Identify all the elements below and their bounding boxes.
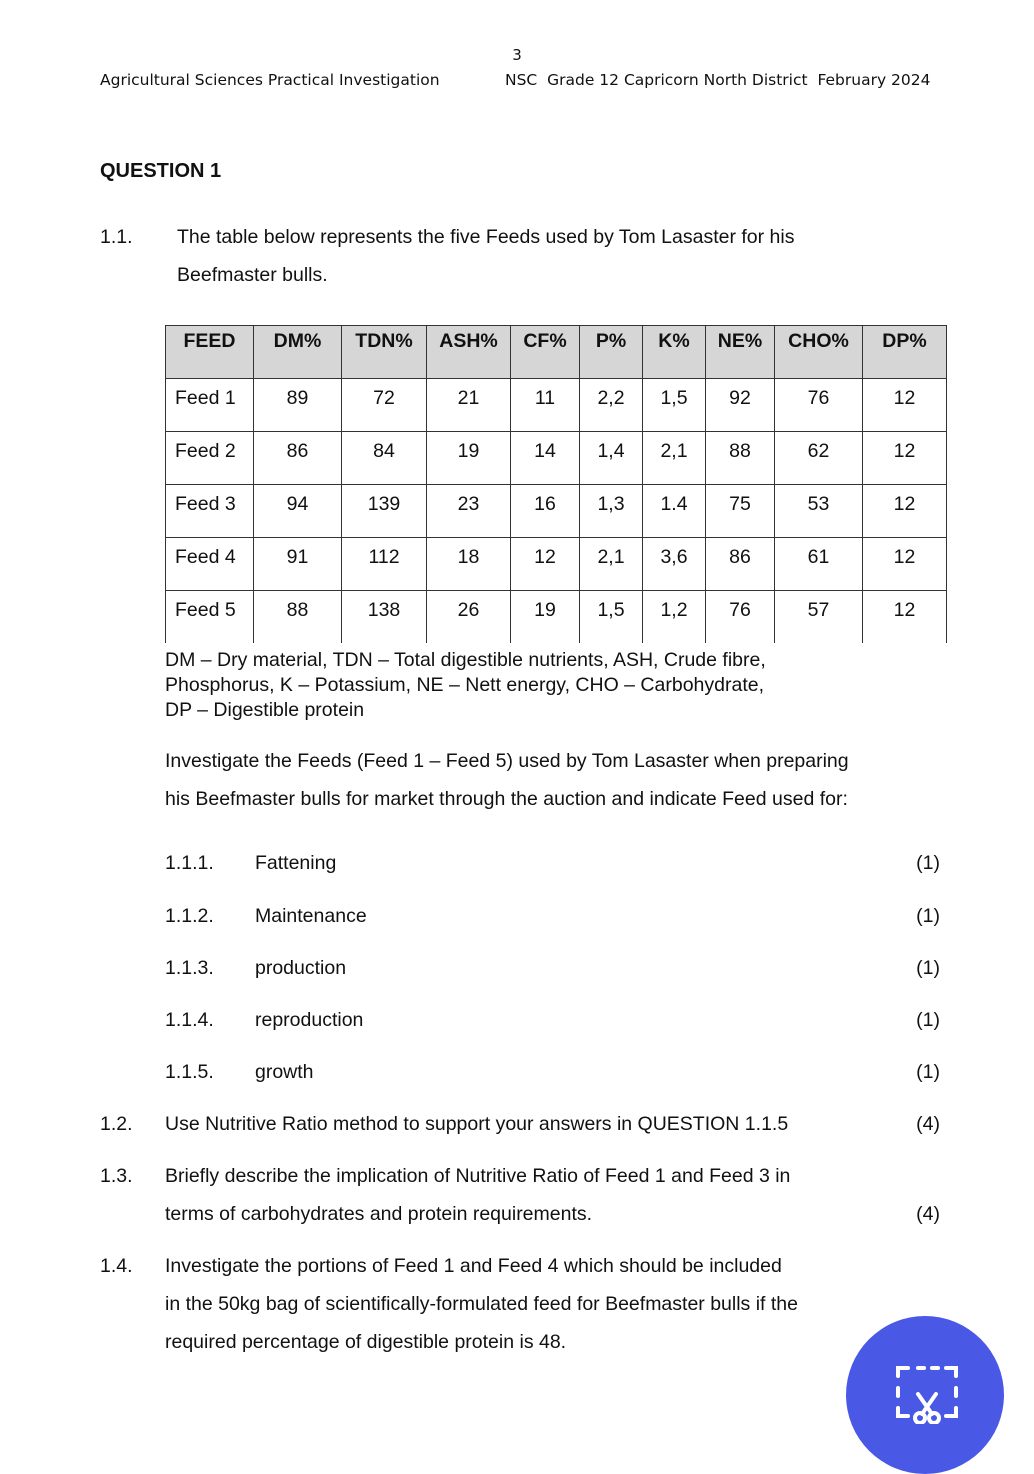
table-cell: 19 bbox=[427, 432, 511, 485]
table-cell: Feed 1 bbox=[166, 379, 254, 432]
page-number: 3 bbox=[512, 46, 522, 64]
question-1-2-text: Use Nutritive Ratio method to support your answers in QUESTION 1.1.5 bbox=[165, 1113, 789, 1135]
table-cell: 138 bbox=[342, 591, 427, 644]
table-cell: 18 bbox=[427, 538, 511, 591]
table-cell: Feed 4 bbox=[166, 538, 254, 591]
subquestion-marks: (1) bbox=[916, 852, 940, 874]
table-cell: 11 bbox=[511, 379, 580, 432]
table-row bbox=[166, 485, 947, 538]
table-row bbox=[166, 379, 947, 432]
question-1-1-line2: Beefmaster bulls. bbox=[177, 264, 328, 286]
subquestion-number: 1.1.5. bbox=[165, 1061, 214, 1083]
column-header: CHO% bbox=[775, 326, 863, 379]
table-cell: Feed 2 bbox=[166, 432, 254, 485]
table-cell: 12 bbox=[863, 432, 947, 485]
subquestion-number: 1.1.2. bbox=[165, 905, 214, 927]
question-1-3-marks: (4) bbox=[916, 1203, 940, 1225]
header-exam-info: NSC Grade 12 Capricorn North District February 2024 bbox=[505, 71, 931, 89]
table-cell: 91 bbox=[254, 538, 342, 591]
subquestion-number: 1.1.1. bbox=[165, 852, 214, 874]
table-cell: 1,2 bbox=[643, 591, 706, 644]
table-cell: 86 bbox=[706, 538, 775, 591]
question-1-4-line3: required percentage of digestible protein is 48. bbox=[165, 1331, 567, 1353]
table-cell: 112 bbox=[342, 538, 427, 591]
table-cell: 1,5 bbox=[643, 379, 706, 432]
table-cell: 88 bbox=[254, 591, 342, 644]
table-cell: 16 bbox=[511, 485, 580, 538]
table-cell: Feed 5 bbox=[166, 591, 254, 644]
instruction-line2: his Beefmaster bulls for market through the auction and indicate Feed used for: bbox=[165, 788, 848, 810]
table-cell: 1.4 bbox=[643, 485, 706, 538]
table-cell: 12 bbox=[511, 538, 580, 591]
table-cell: 139 bbox=[342, 485, 427, 538]
column-header: P% bbox=[580, 326, 643, 379]
subquestion-text: Maintenance bbox=[255, 905, 367, 927]
subquestion-marks: (1) bbox=[916, 905, 940, 927]
table-header-row bbox=[166, 326, 947, 379]
question-1-1-line1: The table below represents the five Feeds used by Tom Lasaster for his bbox=[177, 226, 795, 248]
question-1-3-text bbox=[165, 1157, 790, 1233]
table-cell: 86 bbox=[254, 432, 342, 485]
table-cell: 2,2 bbox=[580, 379, 643, 432]
table-row bbox=[166, 432, 947, 485]
subquestion-marks: (1) bbox=[916, 1061, 940, 1083]
table-cell: 1,3 bbox=[580, 485, 643, 538]
feed-table bbox=[165, 325, 947, 643]
table-cell: 21 bbox=[427, 379, 511, 432]
question-title: QUESTION 1 bbox=[100, 160, 222, 182]
table-cell: 92 bbox=[706, 379, 775, 432]
column-header: NE% bbox=[706, 326, 775, 379]
table-cell: 75 bbox=[706, 485, 775, 538]
table-cell: 76 bbox=[775, 379, 863, 432]
table-cell: 12 bbox=[863, 485, 947, 538]
question-1-3-number: 1.3. bbox=[100, 1165, 133, 1187]
table-cell: 61 bbox=[775, 538, 863, 591]
table-cell: Feed 3 bbox=[166, 485, 254, 538]
table-cell: 14 bbox=[511, 432, 580, 485]
table-cell: 26 bbox=[427, 591, 511, 644]
question-1-2-marks: (4) bbox=[916, 1113, 940, 1135]
legend-line: DM – Dry material, TDN – Total digestible nutrients, ASH, Crude fibre, bbox=[165, 649, 766, 671]
question-1-3-line2: terms of carbohydrates and protein requirements. bbox=[165, 1203, 593, 1225]
column-header: TDN% bbox=[342, 326, 427, 379]
table-cell: 94 bbox=[254, 485, 342, 538]
table-cell: 12 bbox=[863, 591, 947, 644]
subquestion-number: 1.1.3. bbox=[165, 957, 214, 979]
question-1-4-line1: Investigate the portions of Feed 1 and Feed 4 which should be included bbox=[165, 1255, 782, 1277]
screenshot-crop-button[interactable] bbox=[846, 1316, 1004, 1474]
table-cell: 72 bbox=[342, 379, 427, 432]
instruction-line1: Investigate the Feeds (Feed 1 – Feed 5) used by Tom Lasaster when preparing bbox=[165, 750, 849, 772]
table-cell: 23 bbox=[427, 485, 511, 538]
legend-line: DP – Digestible protein bbox=[165, 699, 365, 721]
header-subject: Agricultural Sciences Practical Investigation bbox=[100, 71, 440, 89]
column-header: CF% bbox=[511, 326, 580, 379]
table-cell: 3,6 bbox=[643, 538, 706, 591]
subquestion-number: 1.1.4. bbox=[165, 1009, 214, 1031]
subquestion-marks: (1) bbox=[916, 957, 940, 979]
table-cell: 2,1 bbox=[580, 538, 643, 591]
table-cell: 53 bbox=[775, 485, 863, 538]
table-cell: 12 bbox=[863, 538, 947, 591]
column-header: K% bbox=[643, 326, 706, 379]
table-row bbox=[166, 591, 947, 644]
subquestion-text: reproduction bbox=[255, 1009, 364, 1031]
table-cell: 1,4 bbox=[580, 432, 643, 485]
table-legend bbox=[165, 648, 885, 723]
subquestion-marks: (1) bbox=[916, 1009, 940, 1031]
table-cell: 62 bbox=[775, 432, 863, 485]
table-cell: 89 bbox=[254, 379, 342, 432]
table-row bbox=[166, 538, 947, 591]
question-1-1-text bbox=[177, 218, 794, 294]
table-cell: 1,5 bbox=[580, 591, 643, 644]
table-cell: 2,1 bbox=[643, 432, 706, 485]
column-header: ASH% bbox=[427, 326, 511, 379]
scissors-crop-icon bbox=[894, 1362, 960, 1424]
table-cell: 88 bbox=[706, 432, 775, 485]
table-cell: 12 bbox=[863, 379, 947, 432]
subquestion-text: production bbox=[255, 957, 347, 979]
subquestion-text: growth bbox=[255, 1061, 314, 1083]
instruction-text bbox=[165, 742, 849, 818]
subquestion-text: Fattening bbox=[255, 852, 337, 874]
table-cell: 19 bbox=[511, 591, 580, 644]
column-header: DP% bbox=[863, 326, 947, 379]
question-1-3-line1: Briefly describe the implication of Nutritive Ratio of Feed 1 and Feed 3 in bbox=[165, 1165, 791, 1187]
question-1-4-text bbox=[165, 1247, 798, 1361]
column-header: DM% bbox=[254, 326, 342, 379]
question-1-4-number: 1.4. bbox=[100, 1255, 133, 1277]
table-cell: 84 bbox=[342, 432, 427, 485]
column-header: FEED bbox=[166, 326, 254, 379]
question-1-4-line2: in the 50kg bag of scientifically-formulated feed for Beefmaster bulls if the bbox=[165, 1293, 798, 1315]
question-1-1-number: 1.1. bbox=[100, 226, 133, 248]
legend-line: Phosphorus, K – Potassium, NE – Nett energy, CHO – Carbohydrate, bbox=[165, 674, 765, 696]
table-cell: 76 bbox=[706, 591, 775, 644]
table-cell: 57 bbox=[775, 591, 863, 644]
question-1-2-number: 1.2. bbox=[100, 1113, 133, 1135]
